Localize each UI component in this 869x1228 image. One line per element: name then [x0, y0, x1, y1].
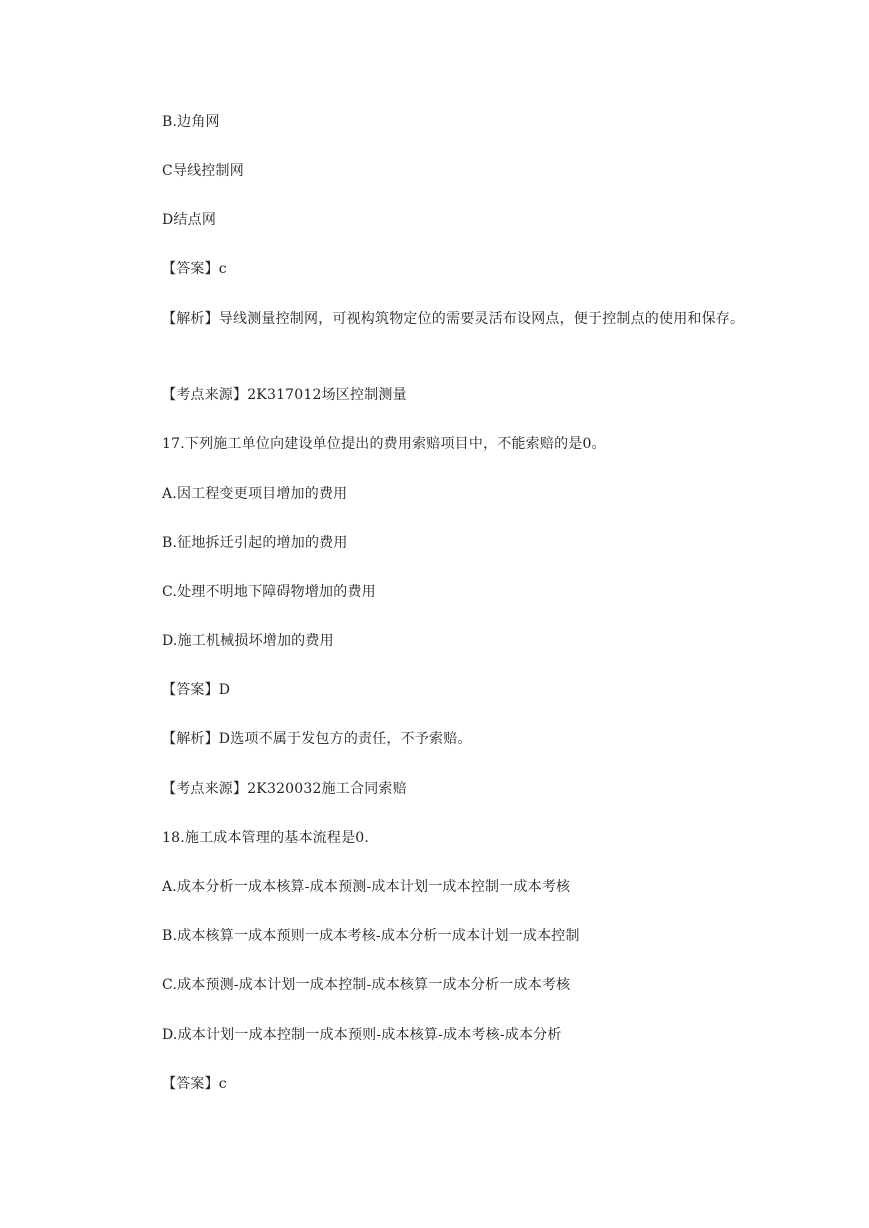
- answer-q17: 【答案】D: [162, 682, 231, 698]
- q18-option-b: B.成本核算一成本预则一成本考核-成本分析一成本计划一成本控制: [162, 928, 580, 944]
- analysis-q16: 【解析】导线测量控制网，可视构筑物定位的需要灵活布设网点，便于控制点的使用和保存。: [162, 311, 745, 327]
- q17-option-a: A.因工程变更项目增加的费用: [162, 486, 348, 502]
- q17-option-c: C.处理不明地下障碍物增加的费用: [162, 584, 376, 600]
- question-17: 17.下列施工单位向建设单位提出的费用索赔项目中，不能索赔的是0。: [162, 436, 606, 452]
- q18-option-c: C.成本预测-成本计划一成本控制-成本核算一成本分析一成本考核: [162, 977, 571, 993]
- analysis-q17: 【解析】D选项不属于发包方的责任，不予索赔。: [162, 731, 472, 747]
- source-q17: 【考点来源】2K320032施工合同索赔: [162, 781, 407, 797]
- option-b-edge-angle-network: B.边角网: [162, 114, 220, 130]
- q17-option-b: B.征地拆迁引起的增加的费用: [162, 535, 348, 551]
- q18-option-a: A.成本分析一成本核算-成本预测-成本计划一成本控制一成本考核: [162, 879, 571, 895]
- q18-option-d: D.成本计划一成本控制一成本预则-成本核算-成本考核-成本分析: [162, 1027, 562, 1043]
- option-c-traverse-control-network: C导线控制网: [162, 163, 244, 179]
- source-q16: 【考点来源】2K317012场区控制测量: [162, 387, 407, 403]
- answer-q18: 【答案】c: [162, 1076, 227, 1092]
- option-d-node-network: D结点网: [162, 212, 217, 228]
- answer-q16: 【答案】c: [162, 261, 227, 277]
- question-18: 18.施工成本管理的基本流程是0.: [162, 830, 370, 846]
- q17-option-d: D.施工机械损坏增加的费用: [162, 633, 334, 649]
